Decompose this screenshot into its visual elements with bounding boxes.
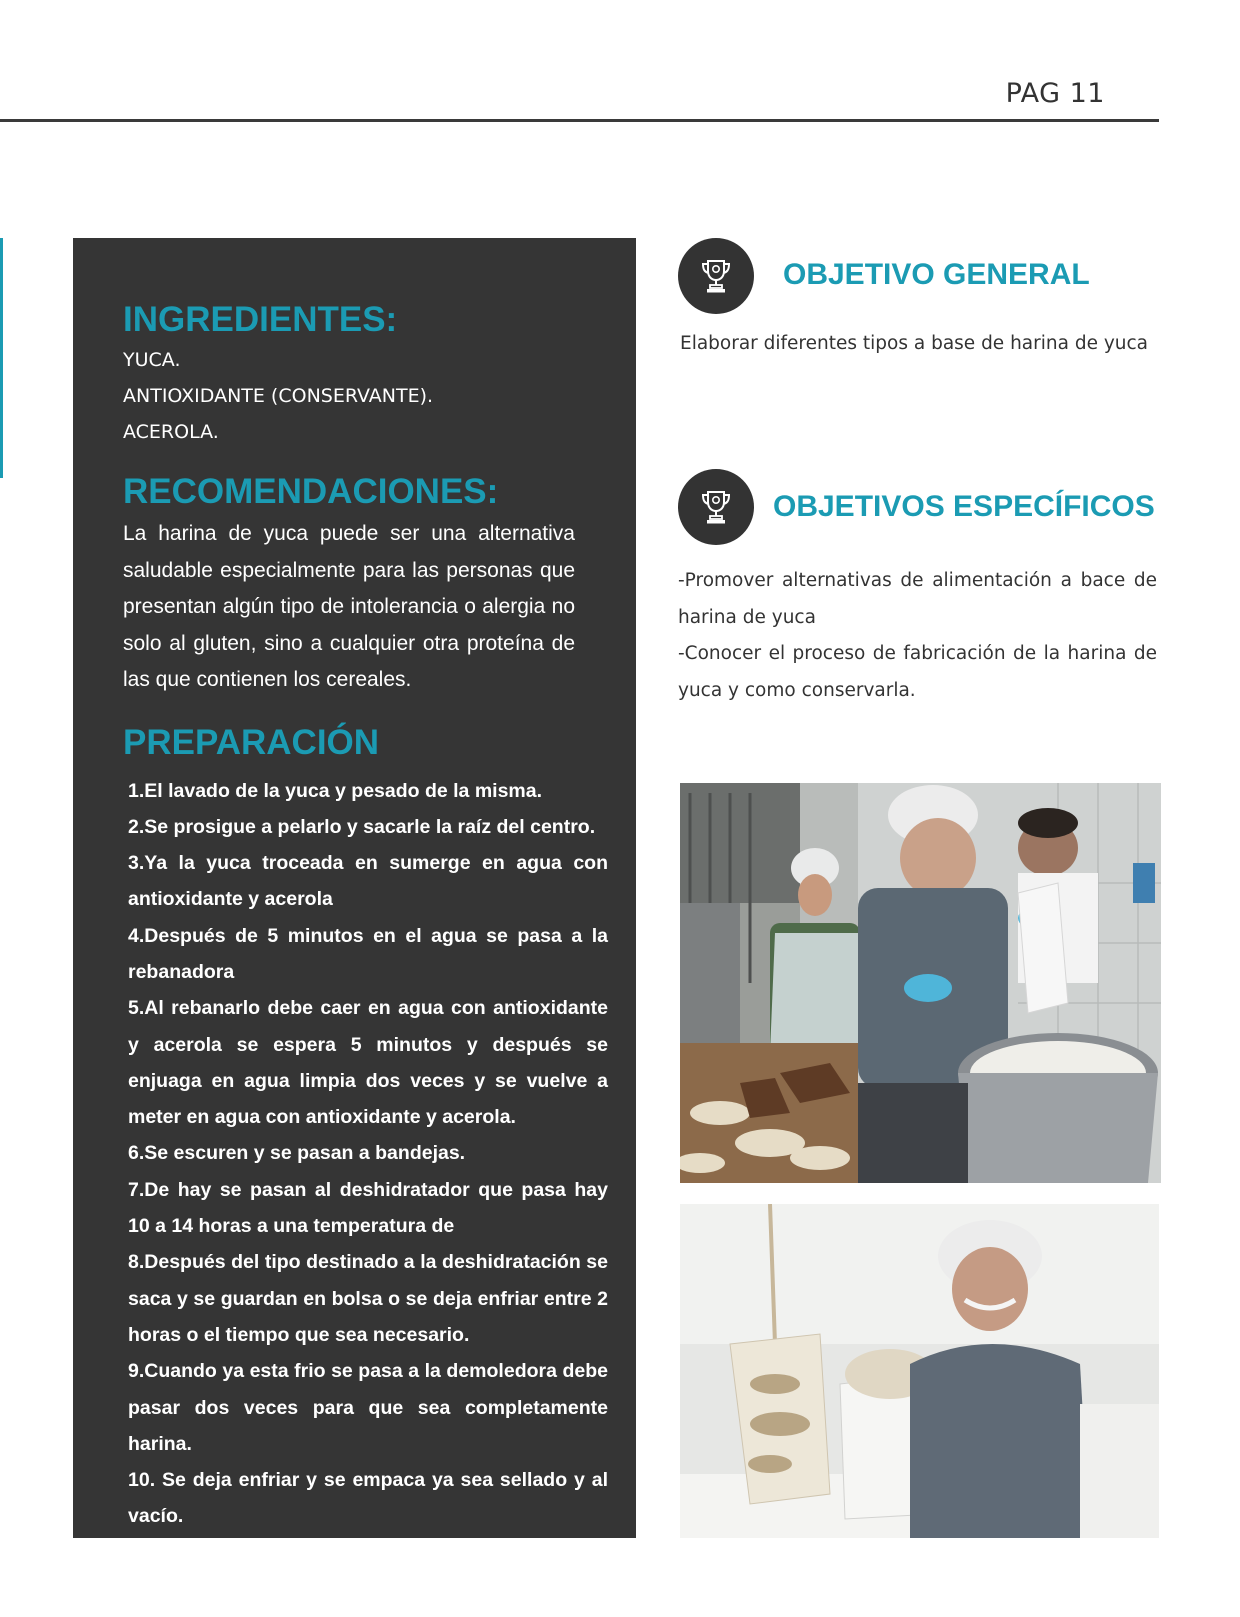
preparation-step: 6.Se escuren y se pasan a bandejas. <box>128 1142 466 1165</box>
photo-woman-with-bags <box>680 1204 1159 1538</box>
header-divider <box>0 119 1159 122</box>
preparation-step: 3.Ya la yuca troceada en sumerge en agua con antioxidante y acerola <box>128 852 608 911</box>
objective-general-title: OBJETIVO GENERAL <box>783 258 1090 291</box>
preparation-step: 1.El lavado de la yuca y pesado de la misma. <box>128 779 543 802</box>
recommendations-heading: RECOMENDACIONES: <box>123 472 499 511</box>
photo-weighing-flour <box>858 783 1161 1183</box>
page-number: PAG 11 <box>1005 78 1105 109</box>
objective-general-text: Elaborar diferentes tipos a base de harina de yuca <box>680 333 1149 354</box>
preparation-steps <box>123 773 608 1535</box>
preparation-step: 5.Al rebanarlo debe caer en agua con antioxidante y acerola se espera 5 minutos y después se enjuaga en agua limpia dos veces y se vuelve a meter en agua con antioxidante y acerola. <box>128 997 608 1129</box>
objectives-specific-list <box>678 563 1157 709</box>
ingredients-heading: INGREDIENTES: <box>123 300 398 339</box>
preparation-heading: PREPARACIÓN <box>123 722 380 762</box>
preparation-step: 2.Se prosigue a pelarlo y sacarle la raíz del centro. <box>128 815 596 838</box>
left-accent-bar <box>0 238 3 478</box>
trophy-icon <box>678 469 754 545</box>
recipe-panel <box>73 238 636 1538</box>
objectives-specific-title: OBJETIVOS ESPECÍFICOS <box>773 490 1155 523</box>
trophy-icon <box>678 238 754 314</box>
preparation-step: 4.Después de 5 minutos en el agua se pasa a la rebanadora <box>128 924 608 983</box>
preparation-step: 7.De hay se pasan al deshidratador que pasa hay 10 a 14 horas a una temperatura de <box>128 1178 608 1238</box>
preparation-step: 10. Se deja enfriar y se empaca ya sea sellado y al vacío. <box>128 1469 608 1528</box>
ingredients-list <box>123 342 575 450</box>
objective-item: -Conocer el proceso de fabricación de la harina de yuca y como conservarla. <box>678 643 1157 701</box>
ingredient-item: YUCA. <box>123 349 181 371</box>
recipe-panel-content <box>123 300 608 1535</box>
ingredient-item: ANTIOXIDANTE (CONSERVANTE). <box>123 385 434 407</box>
ingredient-item: ACEROLA. <box>123 421 219 443</box>
preparation-step: 8.Después del tipo destinado a la deshidratación se saca y se guardan en bolsa o se deja enfriar entre 2 horas o el tiempo que sea necesario. <box>128 1251 608 1346</box>
recommendations-text: La harina de yuca puede ser una alternativa saludable especialmente para las personas que presentan algún tipo de intolerancia o alergia no solo al gluten, sino a cualquier otra proteína de las que contienen los cereales. <box>123 522 575 691</box>
preparation-step: 9.Cuando ya esta frio se pasa a la demoledora debe pasar dos veces para que sea completamente harina. <box>128 1360 608 1455</box>
photo-peeling-yuca <box>680 783 862 1183</box>
objective-item: -Promover alternativas de alimentación a bace de harina de yuca <box>678 570 1157 628</box>
